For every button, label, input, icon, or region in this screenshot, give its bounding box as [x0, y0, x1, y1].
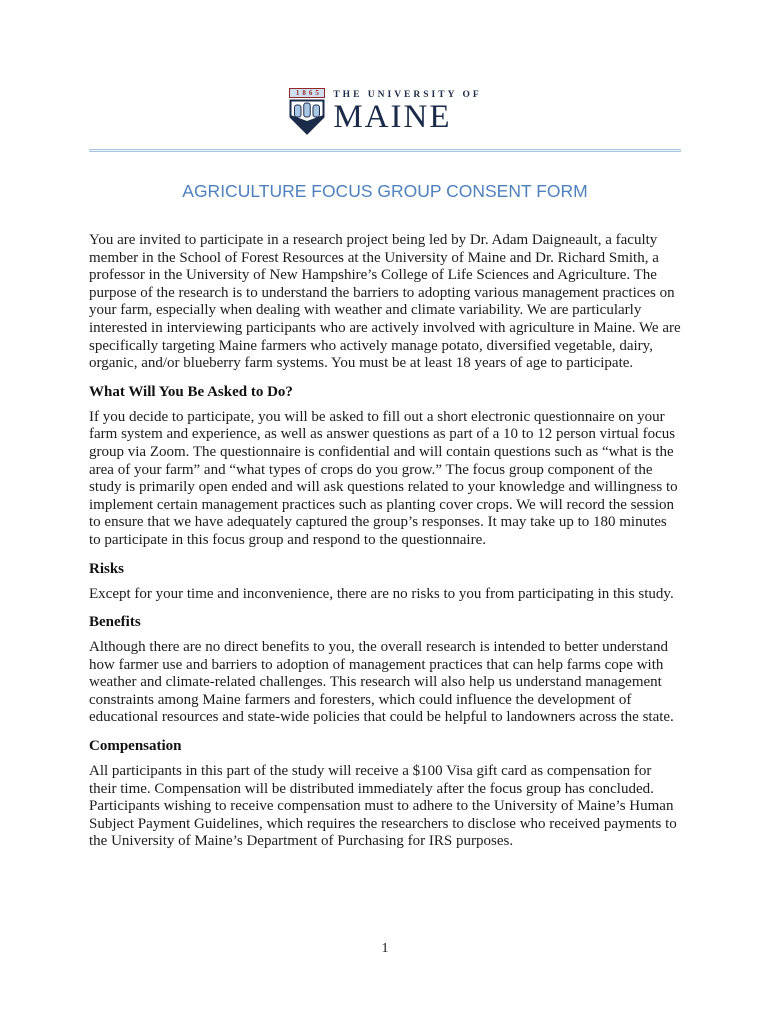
section-heading-risks: Risks: [89, 560, 125, 577]
section-body-risks: Except for your time and inconvenience, there are no risks to you from participating in this study.: [89, 585, 674, 602]
intro-paragraph: You are invited to participate in a research project being led by Dr. Adam Daigneault, a faculty member in the School of Forest Resources at the University of Maine and Dr. Richard Smith, a professor in the University of New Hampshire’s College of Life Sciences and Agriculture. The purpose of the research is to understand the barriers to adopting various management practices on your farm, especially when dealing with weather and climate variability. We are particularly interested in interviewing participants who are actively involved with agriculture in Maine. We are specifically targeting Maine farmers who actively manage potato, diversified vegetable, dairy, organic, and/or blueberry farm systems. You must be at least 18 years of age to participate.: [89, 232, 681, 372]
university-logo: [89, 88, 681, 136]
logo-wordmark: [333, 88, 481, 134]
page-number: 1: [381, 941, 389, 956]
section-body-benefits: Although there are no direct benefits to you, the overall research is intended to better understand how farmer use and barriers to adoption of management practices that can help farms cope with weather and climate-related challenges. This research will also help us understand management constraints among Maine farmers and foresters, which could influence the development of educational resources and state-wide policies that could be helpful to landowners across the state.: [89, 639, 674, 726]
section-body-what-will-you-be-asked: If you decide to participate, you will be asked to fill out a short electronic questionnaire on your farm system and experience, as well as answer questions as part of a 10 to 12 person virtual focus group via Zoom. The questionnaire is confidential and will contain questions such as “what is the area of your farm” and “what types of crops do you grow.” The focus group component of the study is primarily open ended and will ask questions related to your knowledge and willingness to implement certain management practices such as planting cover crops. We will record the session to ensure that we have adequately captured the group’s responses. It may take up to 180 minutes to participate in this focus group and respond to the questionnaire.: [89, 408, 678, 548]
document-body: [89, 232, 681, 851]
university-crest: [288, 88, 326, 136]
section-heading-benefits: Benefits: [89, 614, 141, 631]
logo-university-of-text: THE UNIVERSITY OF: [333, 90, 482, 100]
section-body-compensation: All participants in this part of the study will receive a $100 Visa gift card as compensation for their time. Compensation will be distributed immediately after the focus group has concluded. Participants wishing to receive compensation must to adhere to the University of Maine’s Human Subject Payment Guidelines, which requires the researchers to disclose who received payments to the University of Maine’s Department of Purchasing for IRS purposes.: [89, 763, 677, 850]
section-heading-compensation: Compensation: [89, 738, 182, 755]
document-title: AGRICULTURE FOCUS GROUP CONSENT FORM: [182, 181, 588, 201]
section-heading-what-will-you-be-asked: What Will You Be Asked to Do?: [89, 383, 293, 400]
founding-year-badge: 1865: [289, 88, 325, 98]
logo-maine-text: MAINE: [333, 99, 452, 135]
shield-icon: [289, 99, 325, 136]
header-divider: [89, 149, 681, 152]
